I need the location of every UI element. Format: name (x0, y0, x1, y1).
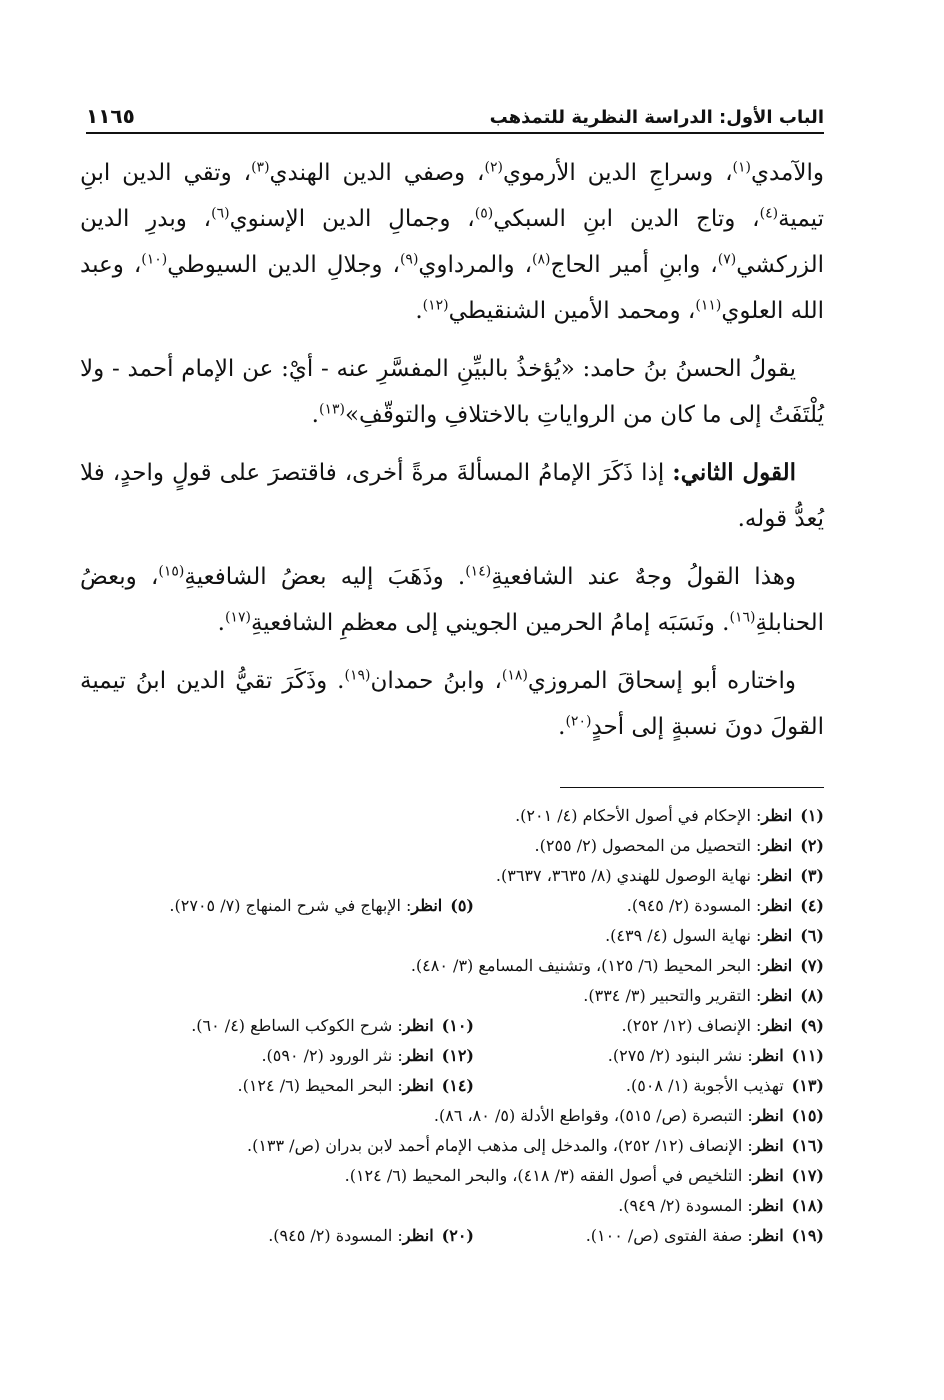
text-run: ، وسراجِ الدين الأرموي (502, 160, 733, 186)
footnote-marker[interactable]: (٧) (717, 251, 737, 268)
footnote-marker[interactable]: (٦) (211, 205, 230, 222)
footnote-19: (١٩)انظر: صفة الفتوى (ص/ ١٠٠). (585, 1226, 824, 1245)
text-run: ، وصفي الدين الهندي (269, 160, 485, 186)
text-run: إذا ذَكَرَ الإمامُ المسألةَ مرةً أخرى، فاقتصرَ على قولٍ واحدٍ، فلا يُعدُّ قوله. (80, 460, 824, 532)
text-run: يقولُ الحسنُ بنُ حامد: «يُؤخذُ بالبيِّنِ المفسَّرِ عنه - أيْ: عن الإمام أحمد - ولا يُلْتَفَتُ إلى ما كان من الرواياتِ بالاختلافِ والتوقّفِ» (80, 356, 824, 428)
text-run: ، وعبد الله العلوي (80, 252, 824, 324)
footnote-row-9-10 (90, 1011, 824, 1041)
footnote-marker[interactable]: (١٩) (344, 667, 371, 684)
footnote-2: (٢)انظر: التحصيل من المحصول (٢/ ٢٥٥). (534, 836, 824, 855)
text-run: ، وتقي الدين ابنِ تيمية (80, 160, 824, 232)
footnote-9: (٩)انظر: الإنصاف (١٢/ ٢٥٢). (621, 1016, 824, 1035)
paragraph-2 (80, 346, 824, 438)
footnote-20: (٢٠)انظر: المسودة (٢/ ٩٤٥). (268, 1226, 474, 1245)
footnote-3: (٣)انظر: نهاية الوصول للهندي (٨/ ٣٦٣٥، ٣٦٣٧). (495, 866, 824, 885)
footnote-marker[interactable]: (١٢) (422, 297, 449, 314)
footnote-marker[interactable]: (٩) (399, 251, 419, 268)
text-run: وهذا القولُ وجهٌ عند الشافعيةِ (491, 564, 796, 590)
chapter-title: الباب الأول: الدراسة النظرية للتمذهب (489, 107, 824, 128)
footnote-7: (٧)انظر: البحر المحيط (٦/ ١٢٥)، وتشنيف المسامع (٣/ ٤٨٠). (410, 956, 824, 975)
footnote-marker[interactable]: (٨) (532, 251, 551, 268)
footnote-marker[interactable]: (٤) (759, 205, 779, 222)
footnote-marker[interactable]: (١٦) (729, 609, 756, 626)
footnote-separator (560, 787, 824, 788)
footnote-marker[interactable]: (١٧) (224, 609, 251, 626)
text-run: ، وجمالِ الدين الإسنوي (229, 206, 475, 232)
text-run: . ونَسَبَه إمامُ الحرمين الجويني إلى معظمِ الشافعيةِ (250, 610, 730, 636)
footnote-17: (١٧)انظر: التلخيص في أصول الفقه (٣/ ٤١٨)، والبحر المحيط (٦/ ١٢٤). (344, 1166, 824, 1185)
text-run: . (558, 714, 566, 740)
text-run: . وذَهَبَ إليه بعضُ الشافعيةِ (184, 564, 466, 590)
footnote-marker[interactable]: (٥) (474, 205, 494, 222)
footnote-row-11-12 (90, 1041, 824, 1071)
text-run: . وذَكَرَ تقيُّ الدين ابنُ تيمية القولَ دونَ نسبةٍ إلى أحدٍ (80, 668, 824, 740)
text-run: ، وابنِ أمير الحاج (550, 252, 718, 278)
section-lead: القول الثاني: (672, 459, 797, 486)
footnote-12: (١٢)انظر: نثر الورود (٢/ ٥٩٠). (261, 1046, 474, 1065)
text-run: ، وجلالِ الدين السيوطي (167, 252, 400, 278)
page-number: ١١٦٥ (86, 104, 135, 128)
footnote-14: (١٤)انظر: البحر المحيط (٦/ ١٢٤). (237, 1076, 474, 1095)
footnote-marker[interactable]: (١٥) (158, 563, 185, 580)
footnote-row-13-14 (90, 1071, 824, 1101)
footnote-marker[interactable]: (١٤) (465, 563, 492, 580)
text-run: . (311, 402, 319, 428)
text-run: . (415, 298, 423, 324)
footnote-row-19-20 (90, 1221, 824, 1251)
footnote-10: (١٠)انظر: شرح الكوكب الساطع (٤/ ٦٠). (191, 1016, 474, 1035)
footnote-6: (٦)انظر: نهاية السول (٤/ ٤٣٩). (605, 926, 824, 945)
text-run: ، وتاج الدين ابنِ السبكي (493, 206, 760, 232)
text-run: ، وبعضُ الحنابلةِ (80, 564, 824, 636)
text-run: ، وابنُ حمدان (370, 668, 502, 694)
paragraph-3 (80, 450, 824, 542)
paragraph-5 (80, 658, 824, 750)
footnote-marker[interactable]: (١١) (695, 297, 722, 314)
footnote-marker[interactable]: (١٠) (141, 251, 168, 268)
footnote-marker[interactable]: (٢) (484, 159, 503, 176)
main-text (80, 150, 824, 762)
footnote-11: (١١)انظر: نشر البنود (٢/ ٢٧٥). (607, 1046, 824, 1065)
footnote-18: (١٨)انظر: المسودة (٢/ ٩٤٩). (618, 1196, 824, 1215)
text-run: واختاره أبو إسحاقَ المروزي (527, 668, 796, 694)
paragraph-4 (80, 554, 824, 646)
footnote-1: (١)انظر: الإحكام في أصول الأحكام (٤/ ٢٠١). (515, 806, 824, 825)
footnotes (90, 801, 824, 1251)
text-run: ، والمرداوي (418, 252, 533, 278)
paragraph-1 (80, 150, 824, 334)
footnote-marker[interactable]: (١) (732, 159, 751, 176)
footnote-marker[interactable]: (١٣) (318, 401, 345, 418)
footnote-row-4-5 (90, 891, 824, 921)
running-header (86, 98, 824, 134)
footnote-4: (٤)انظر: المسودة (٢/ ٩٤٥). (626, 896, 824, 915)
footnote-15: (١٥)انظر: التبصرة (ص/ ٥١٥)، وقواطع الأدلة (٥/ ٨٠، ٨٦). (433, 1106, 824, 1125)
text-run: . (217, 610, 225, 636)
footnote-marker[interactable]: (٢٠) (565, 713, 592, 730)
footnote-marker[interactable]: (٣) (251, 159, 270, 176)
text-run: ، ومحمد الأمين الشنقيطي (448, 298, 696, 324)
text-run: والآمدي (750, 160, 824, 186)
text-run: ، وبدرِ الدين الزركشي (80, 206, 825, 278)
footnote-16: (١٦)انظر: الإنصاف (١٢/ ٢٥٢)، والمدخل إلى مذهب الإمام أحمد لابن بدران (ص/ ١٣٣). (246, 1136, 824, 1155)
footnote-marker[interactable]: (١٨) (501, 667, 528, 684)
footnote-5: (٥)انظر: الإبهاج في شرح المنهاج (٧/ ٢٧٠٥). (169, 896, 474, 915)
footnote-13: (١٣)تهذيب الأجوبة (١/ ٥٠٨). (625, 1076, 824, 1095)
footnote-8: (٨)انظر: التقرير والتحبير (٣/ ٣٣٤). (583, 986, 824, 1005)
